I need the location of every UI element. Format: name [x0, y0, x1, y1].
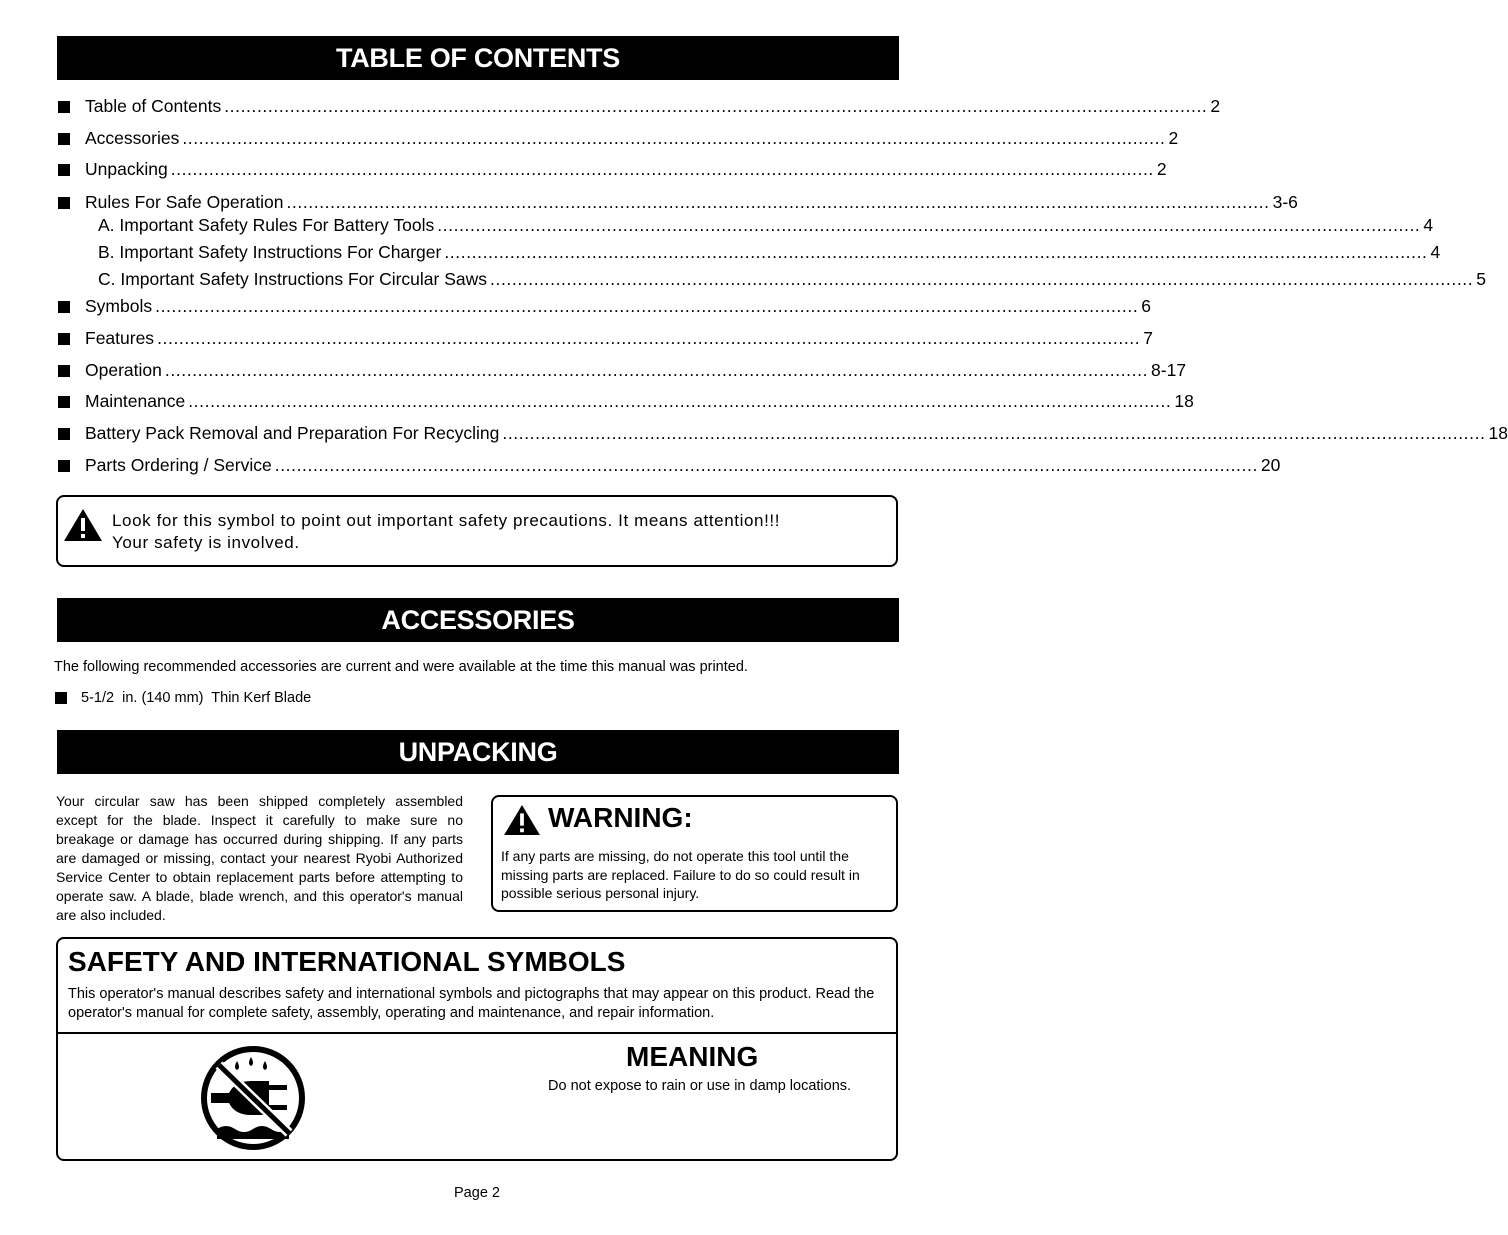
bullet-icon: [58, 428, 70, 440]
unpacking-title: UNPACKING: [57, 730, 899, 774]
toc-entry: Maintenance .................................................................................................................................................................................... 18: [57, 388, 828, 412]
bullet-icon: [58, 133, 70, 145]
bullet-icon: [58, 365, 70, 377]
leader-dots: ....................................................................................................................................................................................: [286, 192, 1270, 212]
leader-dots: ....................................................................................................................................................................................: [188, 391, 1172, 411]
leader-dots: ....................................................................................................................................................................................: [182, 128, 1166, 148]
warning-body: If any parts are missing, do not operate this tool until the missing parts are replaced. Failure to do so could result in possible serious personal injury.: [501, 848, 860, 901]
warning-triangle-icon: [503, 804, 541, 836]
accessory-item: 5-1/2 in. (140 mm) Thin Kerf Blade: [55, 690, 311, 706]
safety-notice-line2: Your safety is involved.: [112, 533, 300, 552]
bullet-icon: [58, 101, 70, 113]
toc-entry: Symbols .................................................................................................................................................................................... 6: [57, 293, 828, 317]
leader-dots: ....................................................................................................................................................................................: [502, 423, 1486, 443]
bullet-icon: [58, 164, 70, 176]
unpacking-body: Your circular saw has been shipped completely assembled except for the blade. Inspect it carefully to make sure no breakage or damage has occurred during shipping. If any parts are damaged or missing, contact your nearest Ryobi Authorized Service Center to obtain replacement parts before attempting to operate saw. A blade, blade wrench, and this operator's manual are also included.: [56, 793, 463, 923]
toc-entry: Unpacking .................................................................................................................................................................................... 2: [57, 156, 828, 180]
toc-subentry: B. Important Safety Instructions For Charger .................................................................................................................................................................................... 4: [98, 242, 1441, 262]
toc-entry: Battery Pack Removal and Preparation For Recycling .................................................................................................................................................................................... 18: [57, 420, 828, 444]
safety-notice-box: [56, 495, 898, 567]
meaning-text: Do not expose to rain or use in damp locations.: [548, 1078, 852, 1094]
safety-notice-line1: Look for this symbol to point out important safety precautions. It means attention!!!: [112, 511, 781, 530]
leader-dots: ....................................................................................................................................................................................: [170, 159, 1154, 179]
leader-dots: ....................................................................................................................................................................................: [164, 360, 1149, 380]
toc-entry: Accessories .................................................................................................................................................................................... 2: [57, 125, 828, 149]
warning-box: [491, 795, 898, 912]
toc-entry: Operation .................................................................................................................................................................................... 8-17: [57, 357, 828, 381]
leader-dots: ....................................................................................................................................................................................: [437, 215, 1421, 235]
warning-title: WARNING:: [548, 802, 693, 833]
toc-entry: Table of Contents .................................................................................................................................................................................... 2: [57, 93, 828, 117]
symbols-box: [56, 937, 898, 1161]
bullet-icon: [58, 333, 70, 345]
toc-entry: Rules For Safe Operation .................................................................................................................................................................................... 3-6: [57, 189, 828, 213]
accessories-title: ACCESSORIES: [57, 598, 899, 642]
leader-dots: ....................................................................................................................................................................................: [490, 269, 1474, 289]
meaning-heading: MEANING: [626, 1041, 759, 1072]
leader-dots: ....................................................................................................................................................................................: [155, 296, 1139, 316]
bullet-icon: [58, 460, 70, 472]
leader-dots: ....................................................................................................................................................................................: [157, 328, 1141, 348]
bullet-icon: [58, 197, 70, 209]
symbols-intro: This operator's manual describes safety and international symbols and pictographs that may appear on this product. Read the operator's manual for complete safety, assembly, operating and maintenance, and repair information.: [68, 986, 875, 1021]
leader-dots: ....................................................................................................................................................................................: [444, 242, 1428, 262]
toc-entry: Parts Ordering / Service .................................................................................................................................................................................... 20: [57, 452, 828, 476]
toc-title: TABLE OF CONTENTS: [57, 36, 899, 80]
accessories-intro: The following recommended accessories are current and were available at the time this manual was printed.: [54, 659, 748, 675]
leader-dots: ....................................................................................................................................................................................: [224, 96, 1208, 116]
toc-subentry: C. Important Safety Instructions For Circular Saws .................................................................................................................................................................................... 5: [98, 269, 1486, 289]
no-rain-damp-icon: [197, 1047, 309, 1149]
toc-entry: Features .................................................................................................................................................................................... 7: [57, 325, 828, 349]
symbols-title: SAFETY AND INTERNATIONAL SYMBOLS: [68, 946, 626, 977]
page-number: Page 2: [454, 1185, 500, 1201]
bullet-icon: [58, 301, 70, 313]
bullet-icon: [55, 692, 67, 704]
leader-dots: ....................................................................................................................................................................................: [274, 455, 1258, 475]
symbols-divider: [58, 1032, 896, 1034]
bullet-icon: [58, 396, 70, 408]
warning-triangle-icon: [63, 508, 103, 542]
toc-subentry: A. Important Safety Rules For Battery Tools .................................................................................................................................................................................... 4: [98, 215, 1434, 235]
